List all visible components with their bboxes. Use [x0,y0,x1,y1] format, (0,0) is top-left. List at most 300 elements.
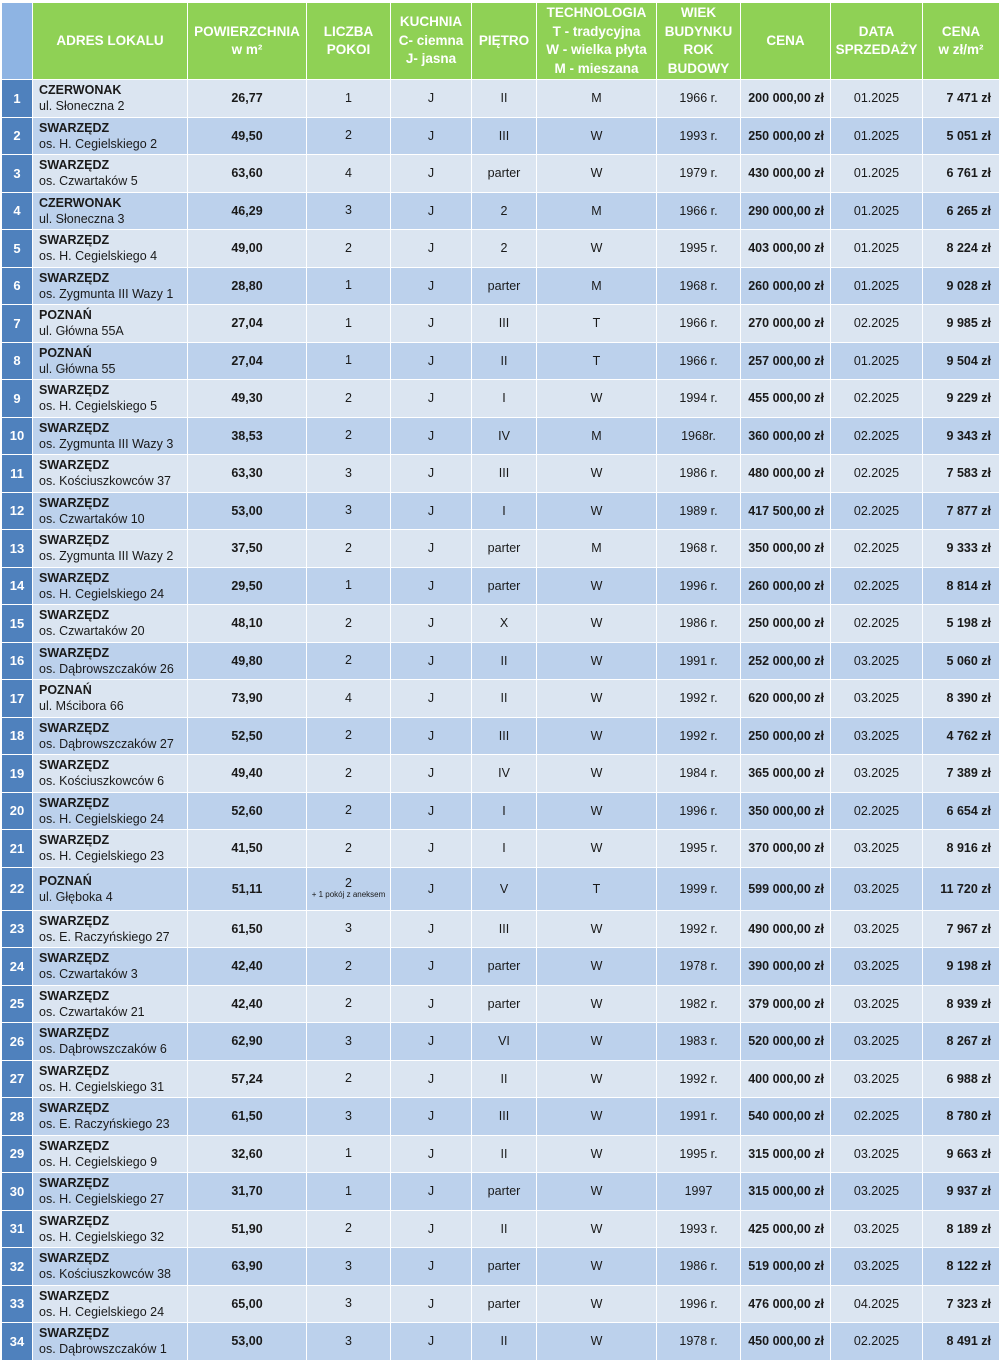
header-area [188,3,307,80]
area-cell: 38,53 [188,417,307,455]
price-per-m2-cell: 8 267 zł [923,1023,1000,1061]
address-city: SWARZĘDZ [39,988,110,1003]
technology-cell: W [537,680,657,718]
row-number: 23 [2,910,33,948]
row-number: 17 [2,680,33,718]
table-row [2,1173,1000,1211]
floor-cell: VI [472,1023,537,1061]
technology-cell: W [537,380,657,418]
floor-cell: 2 [472,192,537,230]
price-cell: 450 000,00 zł [741,1323,831,1361]
address-cell [33,417,188,455]
kitchen-cell: J [391,1023,472,1061]
area-cell: 41,50 [188,830,307,868]
address-cell [33,1210,188,1248]
sale-date-cell: 01.2025 [831,267,923,305]
address-city: SWARZĘDZ [39,913,110,928]
price-cell: 455 000,00 zł [741,380,831,418]
price-cell: 360 000,00 zł [741,417,831,455]
area-cell: 49,50 [188,117,307,155]
price-per-m2-cell: 8 189 zł [923,1210,1000,1248]
row-number: 11 [2,455,33,493]
rooms-value: 2 [345,1221,352,1236]
rooms-extra-note: + 1 pokój z aneksem [311,890,386,899]
rooms-cell [307,455,391,493]
address-city: SWARZĘDZ [39,645,110,660]
address-city: POZNAŃ [39,683,92,698]
address-city: SWARZĘDZ [39,833,110,848]
price-cell: 425 000,00 zł [741,1210,831,1248]
row-number: 1 [2,80,33,118]
address-street: os. H. Cegielskiego 31 [39,1079,165,1094]
kitchen-cell: J [391,642,472,680]
row-number: 19 [2,755,33,793]
kitchen-cell: J [391,830,472,868]
row-number: 22 [2,867,33,910]
technology-cell: M [537,530,657,568]
address-street: os. Zygmunta III Wazy 2 [39,549,174,564]
price-cell: 252 000,00 zł [741,642,831,680]
rooms-cell [307,867,391,910]
technology-cell: W [537,910,657,948]
sale-date-cell: 03.2025 [831,755,923,793]
rooms-cell [307,1210,391,1248]
header-kitchen [391,3,472,80]
price-cell: 260 000,00 zł [741,267,831,305]
year-cell: 1966 r. [657,192,741,230]
year-cell: 1982 r. [657,985,741,1023]
area-cell: 48,10 [188,605,307,643]
header-area-line1: POWIERZCHNIA [194,23,300,39]
address-street: os. Kościuszkowców 6 [39,774,165,789]
address-street: os. Czwartaków 5 [39,174,138,189]
rooms-cell [307,830,391,868]
area-cell: 26,77 [188,80,307,118]
address-cell [33,342,188,380]
year-cell: 1995 r. [657,830,741,868]
technology-cell: W [537,230,657,268]
sale-date-cell: 02.2025 [831,1323,923,1361]
area-cell: 53,00 [188,492,307,530]
kitchen-cell: J [391,910,472,948]
technology-cell: W [537,948,657,986]
technology-cell: T [537,305,657,343]
technology-cell: W [537,1248,657,1286]
header-rooms [307,3,391,80]
address-street: os. Dąbrowszczaków 26 [39,661,174,676]
row-number: 29 [2,1135,33,1173]
floor-cell: I [472,792,537,830]
table-row [2,417,1000,455]
header-floor [472,3,537,80]
year-cell: 1989 r. [657,492,741,530]
table-row [2,948,1000,986]
kitchen-cell: J [391,342,472,380]
price-cell: 365 000,00 zł [741,755,831,793]
address-street: os. Kościuszkowców 37 [39,474,172,489]
price-per-m2-cell: 7 583 zł [923,455,1000,493]
kitchen-cell: J [391,1060,472,1098]
area-cell: 42,40 [188,948,307,986]
rooms-cell [307,1098,391,1136]
rooms-cell [307,1248,391,1286]
price-per-m2-cell: 8 780 zł [923,1098,1000,1136]
address-city: SWARZĘDZ [39,1176,110,1191]
sale-date-cell: 04.2025 [831,1285,923,1323]
area-cell: 61,50 [188,910,307,948]
price-per-m2-cell: 9 229 zł [923,380,1000,418]
table-row [2,830,1000,868]
rooms-cell [307,1323,391,1361]
rooms-value: 3 [345,1108,352,1123]
sale-date-cell: 03.2025 [831,985,923,1023]
address-street: os. E. Raczyńskiego 23 [39,1117,170,1132]
sale-date-cell: 02.2025 [831,417,923,455]
rooms-cell [307,492,391,530]
table-row [2,567,1000,605]
row-number: 2 [2,117,33,155]
rooms-cell [307,1023,391,1061]
row-number: 6 [2,267,33,305]
price-cell: 315 000,00 zł [741,1135,831,1173]
sale-date-cell: 02.2025 [831,605,923,643]
table-row [2,342,1000,380]
row-number: 21 [2,830,33,868]
address-cell [33,567,188,605]
price-per-m2-cell: 8 491 zł [923,1323,1000,1361]
row-number: 9 [2,380,33,418]
floor-cell: III [472,910,537,948]
technology-cell: W [537,155,657,193]
technology-cell: W [537,830,657,868]
address-street: ul. Główna 55A [39,324,124,339]
rooms-cell [307,642,391,680]
table-row [2,267,1000,305]
table-row [2,530,1000,568]
address-cell [33,1135,188,1173]
price-cell: 370 000,00 zł [741,830,831,868]
kitchen-cell: J [391,1135,472,1173]
address-city: SWARZĘDZ [39,608,110,623]
rooms-value: 2 [345,728,352,743]
address-street: os. H. Cegielskiego 24 [39,1304,165,1319]
address-street: os. H. Cegielskiego 4 [39,249,158,264]
address-street: os. Dąbrowszczaków 27 [39,736,174,751]
rooms-value: 1 [345,578,352,593]
sale-date-cell: 02.2025 [831,792,923,830]
kitchen-cell: J [391,792,472,830]
price-cell: 599 000,00 zł [741,867,831,910]
address-city: SWARZĘDZ [39,1101,110,1116]
area-cell: 42,40 [188,985,307,1023]
area-cell: 32,60 [188,1135,307,1173]
address-city: SWARZĘDZ [39,795,110,810]
address-cell [33,305,188,343]
year-cell: 1992 r. [657,680,741,718]
address-cell [33,1023,188,1061]
area-cell: 63,30 [188,455,307,493]
address-street: os. Czwartaków 10 [39,511,145,526]
rooms-value: 2 [345,996,352,1011]
technology-cell: W [537,1210,657,1248]
price-per-m2-cell: 9 333 zł [923,530,1000,568]
rooms-cell [307,380,391,418]
address-street: ul. Słoneczna 3 [39,211,125,226]
rooms-cell [307,305,391,343]
price-cell: 476 000,00 zł [741,1285,831,1323]
address-city: SWARZĘDZ [39,533,110,548]
technology-cell: W [537,1098,657,1136]
address-street: os. H. Cegielskiego 32 [39,1229,165,1244]
rooms-value: 2 [345,240,352,255]
technology-cell: M [537,192,657,230]
rooms-cell [307,985,391,1023]
header-number [2,3,33,80]
address-city: SWARZĘDZ [39,1063,110,1078]
address-cell [33,530,188,568]
table-row [2,1135,1000,1173]
address-cell [33,492,188,530]
area-cell: 63,90 [188,1248,307,1286]
sale-date-cell: 02.2025 [831,567,923,605]
address-street: os. H. Cegielskiego 9 [39,1154,158,1169]
technology-cell: W [537,1285,657,1323]
table-body [2,80,1000,1361]
kitchen-cell: J [391,192,472,230]
rooms-cell [307,1060,391,1098]
rooms-cell [307,567,391,605]
area-cell: 49,00 [188,230,307,268]
rooms-cell [307,605,391,643]
kitchen-cell: J [391,605,472,643]
year-cell: 1996 r. [657,1285,741,1323]
row-number: 3 [2,155,33,193]
rooms-value: 2 [345,803,352,818]
rooms-value: 2 [345,428,352,443]
sale-date-cell: 03.2025 [831,1248,923,1286]
rooms-cell [307,755,391,793]
price-per-m2-cell: 5 051 zł [923,117,1000,155]
kitchen-cell: J [391,948,472,986]
kitchen-cell: J [391,717,472,755]
price-cell: 430 000,00 zł [741,155,831,193]
area-cell: 49,40 [188,755,307,793]
rooms-value: 3 [345,1296,352,1311]
table-row [2,80,1000,118]
price-per-m2-cell: 9 663 zł [923,1135,1000,1173]
price-cell: 540 000,00 zł [741,1098,831,1136]
row-number: 25 [2,985,33,1023]
price-per-m2-cell: 8 814 zł [923,567,1000,605]
floor-cell: parter [472,1248,537,1286]
sale-date-cell: 01.2025 [831,155,923,193]
rooms-cell [307,530,391,568]
row-number: 12 [2,492,33,530]
header-ppm-line2: w zł/m² [938,42,984,57]
sale-date-cell: 03.2025 [831,1173,923,1211]
address-cell [33,755,188,793]
row-number: 18 [2,717,33,755]
kitchen-cell: J [391,417,472,455]
year-cell: 1984 r. [657,755,741,793]
header-price-per-m2 [923,3,1000,80]
kitchen-cell: J [391,1323,472,1361]
kitchen-cell: J [391,80,472,118]
floor-cell: II [472,642,537,680]
table-row [2,155,1000,193]
year-cell: 1997 [657,1173,741,1211]
table-row [2,380,1000,418]
rooms-cell [307,80,391,118]
rooms-value: 3 [345,1033,352,1048]
price-cell: 350 000,00 zł [741,530,831,568]
year-cell: 1986 r. [657,605,741,643]
price-per-m2-cell: 8 916 zł [923,830,1000,868]
rooms-value: 4 [345,165,352,180]
rooms-value: 2 [345,876,352,890]
kitchen-cell: J [391,567,472,605]
price-per-m2-cell: 8 390 zł [923,680,1000,718]
price-per-m2-cell: 9 937 zł [923,1173,1000,1211]
table-row [2,605,1000,643]
address-cell [33,985,188,1023]
rooms-cell [307,192,391,230]
rooms-value: 2 [345,540,352,555]
header-address [33,3,188,80]
address-city: SWARZĘDZ [39,120,110,135]
price-cell: 200 000,00 zł [741,80,831,118]
sale-date-cell: 01.2025 [831,80,923,118]
address-street: os. H. Cegielskiego 24 [39,586,165,601]
sale-date-cell: 02.2025 [831,1098,923,1136]
row-number: 32 [2,1248,33,1286]
address-street: ul. Mścibora 66 [39,699,124,714]
technology-cell: W [537,567,657,605]
header-kitchen-line1: KUCHNIA [399,14,463,30]
price-per-m2-cell: 7 389 zł [923,755,1000,793]
address-street: os. Dąbrowszczaków 1 [39,1342,167,1357]
rooms-value: 3 [345,503,352,518]
year-cell: 1994 r. [657,380,741,418]
price-per-m2-cell: 7 877 zł [923,492,1000,530]
table-row [2,792,1000,830]
rooms-value: 2 [345,128,352,143]
address-city: POZNAŃ [39,308,92,323]
table-row [2,1060,1000,1098]
table-row [2,1210,1000,1248]
address-city: CZERWONAK [39,195,122,210]
rooms-cell [307,1135,391,1173]
rooms-cell [307,1173,391,1211]
price-per-m2-cell: 4 762 zł [923,717,1000,755]
table-row [2,867,1000,910]
area-cell: 62,90 [188,1023,307,1061]
sale-date-cell: 03.2025 [831,1135,923,1173]
price-per-m2-cell: 9 504 zł [923,342,1000,380]
rooms-cell [307,155,391,193]
sales-table [1,2,1000,1361]
year-cell: 1993 r. [657,1210,741,1248]
floor-cell: I [472,492,537,530]
year-cell: 1992 r. [657,910,741,948]
rooms-value: 3 [345,465,352,480]
row-number: 14 [2,567,33,605]
header-technology [537,3,657,80]
kitchen-cell: J [391,867,472,910]
area-cell: 51,90 [188,1210,307,1248]
price-cell: 250 000,00 zł [741,605,831,643]
year-cell: 1978 r. [657,1323,741,1361]
price-per-m2-cell: 9 985 zł [923,305,1000,343]
year-cell: 1996 r. [657,792,741,830]
price-per-m2-cell: 9 198 zł [923,948,1000,986]
price-per-m2-cell: 6 654 zł [923,792,1000,830]
rooms-value: 1 [345,315,352,330]
technology-cell: W [537,1173,657,1211]
area-cell: 52,50 [188,717,307,755]
price-cell: 270 000,00 zł [741,305,831,343]
header-kitchen-line3: J- jasna [405,51,457,67]
floor-cell: parter [472,567,537,605]
sale-date-cell: 02.2025 [831,530,923,568]
kitchen-cell: J [391,1098,472,1136]
price-cell: 620 000,00 zł [741,680,831,718]
table-row [2,717,1000,755]
price-cell: 390 000,00 zł [741,948,831,986]
technology-cell: T [537,867,657,910]
kitchen-cell: J [391,230,472,268]
price-cell: 400 000,00 zł [741,1060,831,1098]
address-street: os. H. Cegielskiego 27 [39,1192,165,1207]
price-per-m2-cell: 6 988 zł [923,1060,1000,1098]
address-cell [33,230,188,268]
address-city: SWARZĘDZ [39,951,110,966]
table-row [2,230,1000,268]
kitchen-cell: J [391,455,472,493]
header-date-line1: DATA [858,23,895,39]
address-street: os. H. Cegielskiego 23 [39,849,165,864]
rooms-cell [307,680,391,718]
floor-cell: parter [472,530,537,568]
address-street: os. Czwartaków 21 [39,1004,145,1019]
row-number: 31 [2,1210,33,1248]
address-cell [33,910,188,948]
rooms-cell [307,910,391,948]
floor-cell: IV [472,417,537,455]
year-cell: 1996 r. [657,567,741,605]
year-cell: 1992 r. [657,1060,741,1098]
year-cell: 1995 r. [657,1135,741,1173]
rooms-cell [307,1285,391,1323]
row-number: 30 [2,1173,33,1211]
row-number: 28 [2,1098,33,1136]
floor-cell: parter [472,267,537,305]
header-year-line4: BUDOWY [667,60,730,76]
year-cell: 1983 r. [657,1023,741,1061]
technology-cell: W [537,1023,657,1061]
price-cell: 480 000,00 zł [741,455,831,493]
price-per-m2-cell: 8 122 zł [923,1248,1000,1286]
row-number: 27 [2,1060,33,1098]
address-cell [33,830,188,868]
area-cell: 49,80 [188,642,307,680]
technology-cell: W [537,985,657,1023]
address-city: SWARZĘDZ [39,383,110,398]
floor-cell: III [472,455,537,493]
row-number: 4 [2,192,33,230]
row-number: 34 [2,1323,33,1361]
address-cell [33,1323,188,1361]
